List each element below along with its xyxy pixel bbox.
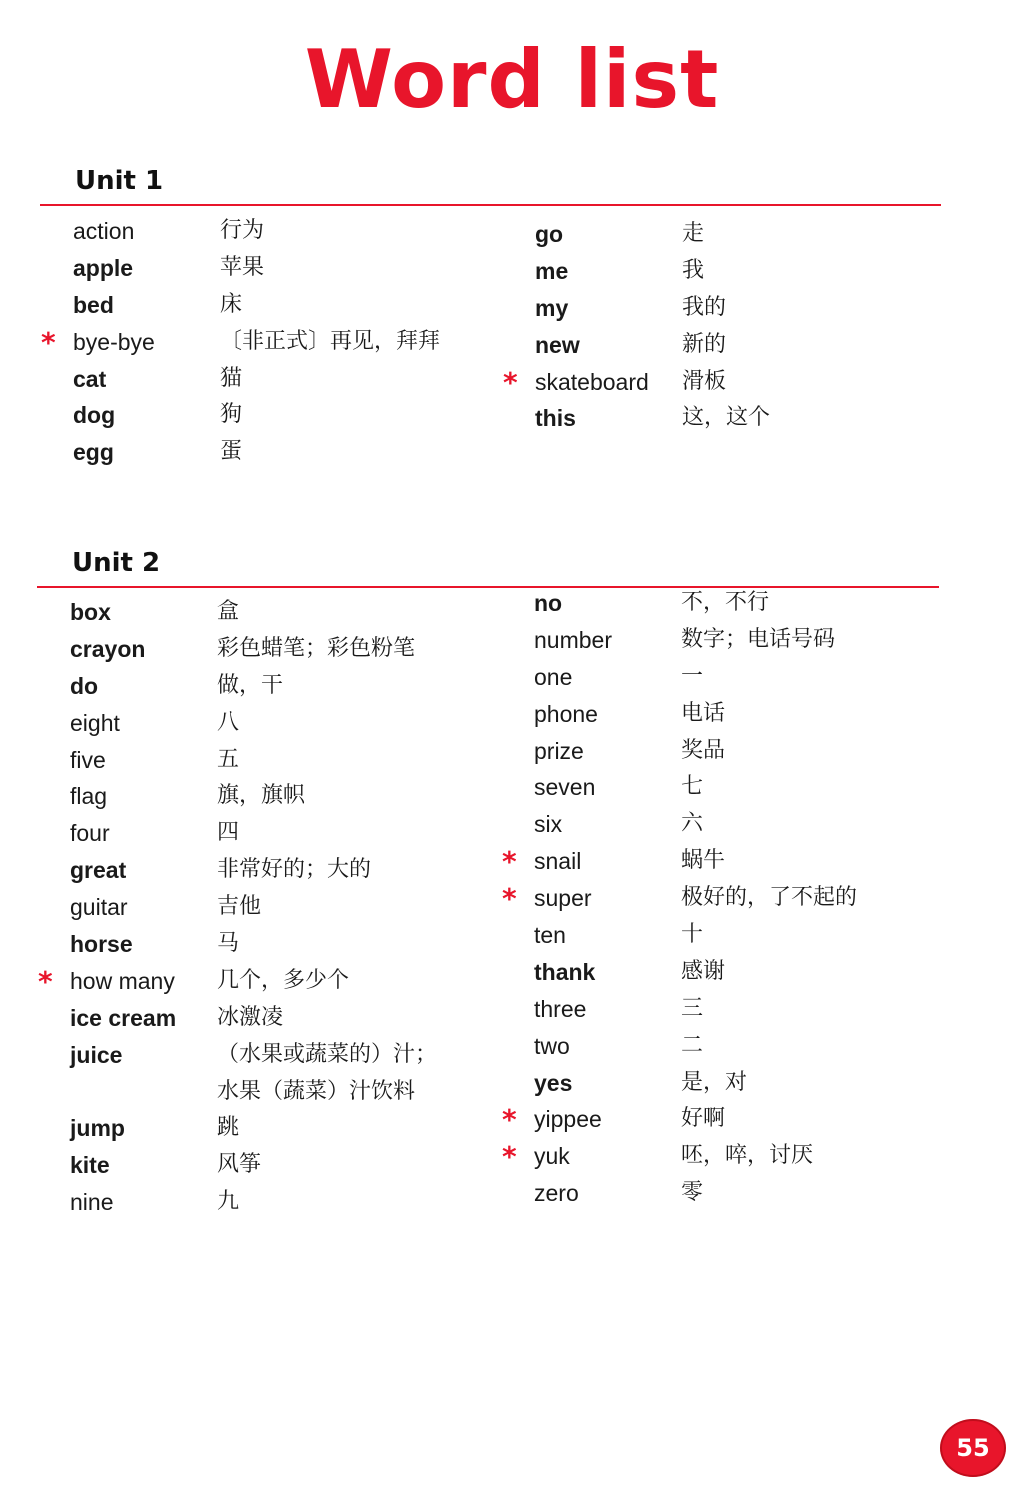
chinese-meaning bbox=[217, 929, 239, 966]
chinese-meaning bbox=[217, 892, 261, 929]
chinese-meaning bbox=[217, 966, 349, 1003]
word-entry bbox=[534, 957, 954, 994]
meaning-line: 〔非正式〕再见，拜拜 bbox=[220, 328, 441, 354]
meaning-line: 蜗牛 bbox=[681, 848, 726, 874]
english-word: nine bbox=[70, 1189, 114, 1216]
word-entry bbox=[70, 1187, 490, 1224]
english-word: phone bbox=[534, 700, 598, 727]
meaning-line: 滑板 bbox=[682, 368, 727, 394]
word-entry bbox=[535, 330, 955, 367]
english-word: seven bbox=[534, 774, 596, 801]
meaning-line: 四 bbox=[217, 820, 240, 846]
chinese-meaning bbox=[681, 625, 835, 662]
english-word: box bbox=[70, 599, 111, 625]
meaning-line: 一 bbox=[681, 663, 704, 689]
chinese-meaning bbox=[220, 253, 264, 290]
word-entry bbox=[70, 1113, 490, 1150]
meaning-line: 风筝 bbox=[217, 1152, 262, 1178]
english-word: new bbox=[535, 331, 580, 358]
english-word: my bbox=[535, 294, 569, 321]
english-word: ice cream bbox=[70, 1004, 177, 1031]
word-entry bbox=[70, 855, 490, 892]
word-entry bbox=[534, 588, 954, 625]
chinese-meaning bbox=[220, 400, 242, 437]
word-entry bbox=[70, 634, 490, 671]
english-word: dog bbox=[73, 402, 116, 429]
meaning-line: 旗，旗帜 bbox=[217, 783, 306, 809]
unit-2-left-column bbox=[38, 597, 490, 1224]
word-entry bbox=[502, 845, 954, 883]
english-word: apple bbox=[73, 254, 134, 281]
english-word: three bbox=[534, 995, 587, 1022]
chinese-meaning bbox=[681, 883, 857, 920]
chinese-meaning bbox=[681, 772, 703, 809]
word-entry bbox=[70, 745, 490, 782]
english-word: skateboard bbox=[535, 368, 649, 395]
chinese-meaning bbox=[217, 1003, 283, 1040]
english-word: eight bbox=[70, 709, 120, 736]
english-word: crayon bbox=[70, 635, 146, 662]
meaning-line: 床 bbox=[220, 291, 243, 317]
word-entry bbox=[70, 892, 490, 929]
page-number-badge: 55 bbox=[940, 1419, 1006, 1477]
word-entry bbox=[534, 772, 954, 809]
unit-1-left-column bbox=[41, 216, 493, 474]
word-entry bbox=[535, 293, 955, 330]
unit-1-divider bbox=[40, 204, 941, 206]
english-word: thank bbox=[534, 958, 596, 985]
meaning-line: 九 bbox=[217, 1189, 240, 1215]
word-entry bbox=[534, 1031, 954, 1068]
word-entry bbox=[534, 625, 954, 662]
page-title: Word list bbox=[304, 33, 720, 126]
meaning-line: 马 bbox=[217, 931, 240, 957]
english-word: bye-bye bbox=[73, 328, 155, 355]
chinese-meaning bbox=[682, 219, 704, 256]
word-entry bbox=[534, 1068, 954, 1105]
chinese-meaning bbox=[682, 293, 726, 330]
word-entry bbox=[70, 1150, 490, 1187]
meaning-line: 彩色蜡笔；彩色粉笔 bbox=[217, 635, 416, 661]
english-word: bed bbox=[73, 291, 114, 318]
meaning-line: 是，对 bbox=[681, 1069, 748, 1095]
chinese-meaning bbox=[681, 957, 725, 994]
chinese-meaning bbox=[217, 855, 371, 892]
word-entry bbox=[534, 662, 954, 699]
meaning-line: 我 bbox=[682, 257, 705, 283]
chinese-meaning bbox=[681, 809, 703, 846]
word-entry bbox=[534, 736, 954, 773]
chinese-meaning bbox=[217, 597, 239, 634]
english-word: ten bbox=[534, 922, 566, 949]
unit-2-heading: Unit 2 bbox=[72, 548, 161, 578]
english-word: horse bbox=[70, 931, 133, 958]
word-entry bbox=[70, 781, 490, 818]
meaning-line: 五 bbox=[217, 746, 240, 772]
word-entry bbox=[502, 1103, 954, 1141]
meaning-line: 极好的，了不起的 bbox=[681, 885, 858, 911]
chinese-meaning bbox=[682, 256, 704, 293]
word-entry bbox=[73, 253, 493, 290]
word-entry bbox=[534, 920, 954, 957]
chinese-meaning bbox=[217, 1040, 437, 1114]
meaning-line: 水果（蔬菜）汁饮料 bbox=[217, 1078, 416, 1104]
english-word: super bbox=[534, 885, 592, 912]
star-icon: * bbox=[502, 1140, 517, 1174]
english-word: one bbox=[534, 663, 573, 690]
english-word: do bbox=[70, 672, 99, 699]
english-word: kite bbox=[70, 1152, 110, 1179]
meaning-line: 电话 bbox=[681, 700, 726, 726]
chinese-meaning bbox=[220, 364, 242, 401]
word-entry bbox=[73, 437, 493, 474]
word-entry bbox=[535, 403, 955, 440]
english-word: juice bbox=[70, 1041, 123, 1068]
meaning-line: 零 bbox=[681, 1180, 704, 1206]
english-word: egg bbox=[73, 439, 114, 466]
meaning-line: 猫 bbox=[220, 365, 243, 391]
word-entry bbox=[535, 256, 955, 293]
english-word: me bbox=[535, 257, 569, 284]
word-entry bbox=[502, 882, 954, 920]
english-word: two bbox=[534, 1032, 570, 1059]
english-word: no bbox=[534, 590, 563, 616]
english-word: yippee bbox=[534, 1106, 602, 1133]
english-word: flag bbox=[70, 783, 108, 810]
chinese-meaning bbox=[217, 708, 239, 745]
word-entry bbox=[534, 809, 954, 846]
word-entry bbox=[70, 1003, 490, 1040]
chinese-meaning bbox=[682, 330, 726, 367]
meaning-line: 奖品 bbox=[681, 737, 726, 763]
chinese-meaning bbox=[682, 403, 770, 440]
english-word: zero bbox=[534, 1180, 579, 1207]
english-word: how many bbox=[70, 967, 175, 994]
meaning-line: 好啊 bbox=[681, 1106, 726, 1132]
meaning-line: 十 bbox=[681, 922, 704, 948]
star-icon: * bbox=[38, 964, 53, 998]
chinese-meaning bbox=[681, 588, 769, 625]
chinese-meaning bbox=[217, 745, 239, 782]
chinese-meaning bbox=[217, 1113, 239, 1150]
chinese-meaning bbox=[217, 1187, 239, 1224]
meaning-line: 做，干 bbox=[217, 672, 284, 698]
english-word: number bbox=[534, 626, 612, 653]
meaning-line: 数字；电话号码 bbox=[681, 626, 836, 652]
word-entry bbox=[502, 1140, 954, 1178]
meaning-line: 呸，啐，讨厌 bbox=[681, 1143, 814, 1169]
chinese-meaning bbox=[681, 662, 703, 699]
word-entry bbox=[70, 671, 490, 708]
chinese-meaning bbox=[682, 367, 726, 404]
chinese-meaning bbox=[217, 818, 239, 855]
english-word: cat bbox=[73, 365, 107, 392]
english-word: great bbox=[70, 857, 127, 884]
meaning-line: 七 bbox=[681, 774, 704, 800]
chinese-meaning bbox=[681, 1141, 813, 1178]
meaning-line: 冰激凌 bbox=[217, 1004, 284, 1030]
english-word: this bbox=[535, 405, 576, 432]
meaning-line: 我的 bbox=[682, 294, 727, 320]
word-entry bbox=[73, 400, 493, 437]
chinese-meaning bbox=[681, 1068, 747, 1105]
meaning-line: 走 bbox=[682, 221, 705, 246]
star-icon: * bbox=[503, 365, 518, 399]
word-entry bbox=[73, 290, 493, 327]
meaning-line: （水果或蔬菜的）汁； bbox=[217, 1041, 438, 1067]
chinese-meaning bbox=[220, 290, 242, 327]
english-word: yuk bbox=[534, 1143, 570, 1170]
meaning-line: 三 bbox=[681, 995, 704, 1021]
english-word: prize bbox=[534, 737, 584, 764]
chinese-meaning bbox=[220, 216, 264, 253]
word-entry bbox=[535, 219, 955, 256]
chinese-meaning bbox=[217, 634, 415, 671]
meaning-line: 非常好的；大的 bbox=[217, 857, 372, 883]
meaning-line: 蛋 bbox=[220, 439, 243, 465]
meaning-line: 八 bbox=[217, 709, 240, 735]
meaning-line: 不，不行 bbox=[681, 590, 770, 615]
word-entry bbox=[41, 325, 493, 364]
meaning-line: 盒 bbox=[217, 599, 240, 624]
star-icon: * bbox=[502, 845, 517, 879]
word-entry bbox=[73, 364, 493, 401]
unit-1-heading: Unit 1 bbox=[75, 166, 164, 196]
meaning-line: 吉他 bbox=[217, 894, 262, 920]
english-word: four bbox=[70, 820, 110, 847]
chinese-meaning bbox=[217, 781, 305, 818]
meaning-line: 几个，多少个 bbox=[217, 967, 350, 993]
unit-1-right-column bbox=[503, 219, 955, 440]
meaning-line: 新的 bbox=[682, 331, 727, 357]
star-icon: * bbox=[502, 1103, 517, 1137]
english-word: five bbox=[70, 746, 106, 773]
word-entry bbox=[70, 1040, 490, 1114]
chinese-meaning bbox=[681, 1104, 725, 1141]
star-icon: * bbox=[41, 325, 56, 359]
english-word: yes bbox=[534, 1069, 573, 1096]
meaning-line: 这，这个 bbox=[682, 405, 771, 431]
english-word: jump bbox=[70, 1115, 125, 1142]
word-entry bbox=[534, 1178, 954, 1215]
word-entry bbox=[503, 365, 955, 404]
word-entry bbox=[534, 699, 954, 736]
unit-2-right-column bbox=[502, 588, 954, 1215]
chinese-meaning bbox=[681, 1178, 703, 1215]
word-entry bbox=[70, 929, 490, 966]
meaning-line: 二 bbox=[681, 1032, 704, 1058]
english-word: snail bbox=[534, 848, 582, 875]
word-entry bbox=[73, 216, 493, 253]
meaning-line: 六 bbox=[681, 811, 704, 837]
chinese-meaning bbox=[217, 1150, 261, 1187]
word-entry bbox=[70, 818, 490, 855]
word-entry bbox=[38, 964, 490, 1003]
star-icon: * bbox=[502, 882, 517, 916]
chinese-meaning bbox=[220, 437, 242, 474]
word-entry bbox=[70, 708, 490, 745]
chinese-meaning bbox=[681, 1031, 703, 1068]
meaning-line: 苹果 bbox=[220, 254, 265, 280]
word-entry bbox=[70, 597, 490, 634]
word-entry bbox=[534, 994, 954, 1031]
meaning-line: 感谢 bbox=[681, 958, 726, 984]
chinese-meaning bbox=[217, 671, 283, 708]
english-word: six bbox=[534, 811, 563, 838]
chinese-meaning bbox=[681, 736, 725, 773]
english-word: guitar bbox=[70, 894, 128, 921]
english-word: go bbox=[535, 221, 564, 247]
chinese-meaning bbox=[681, 920, 703, 957]
english-word: action bbox=[73, 218, 135, 244]
meaning-line: 跳 bbox=[217, 1115, 240, 1141]
chinese-meaning bbox=[220, 327, 440, 364]
chinese-meaning bbox=[681, 846, 725, 883]
chinese-meaning bbox=[681, 699, 725, 736]
meaning-line: 狗 bbox=[220, 402, 243, 428]
meaning-line: 行为 bbox=[220, 218, 265, 243]
chinese-meaning bbox=[681, 994, 703, 1031]
